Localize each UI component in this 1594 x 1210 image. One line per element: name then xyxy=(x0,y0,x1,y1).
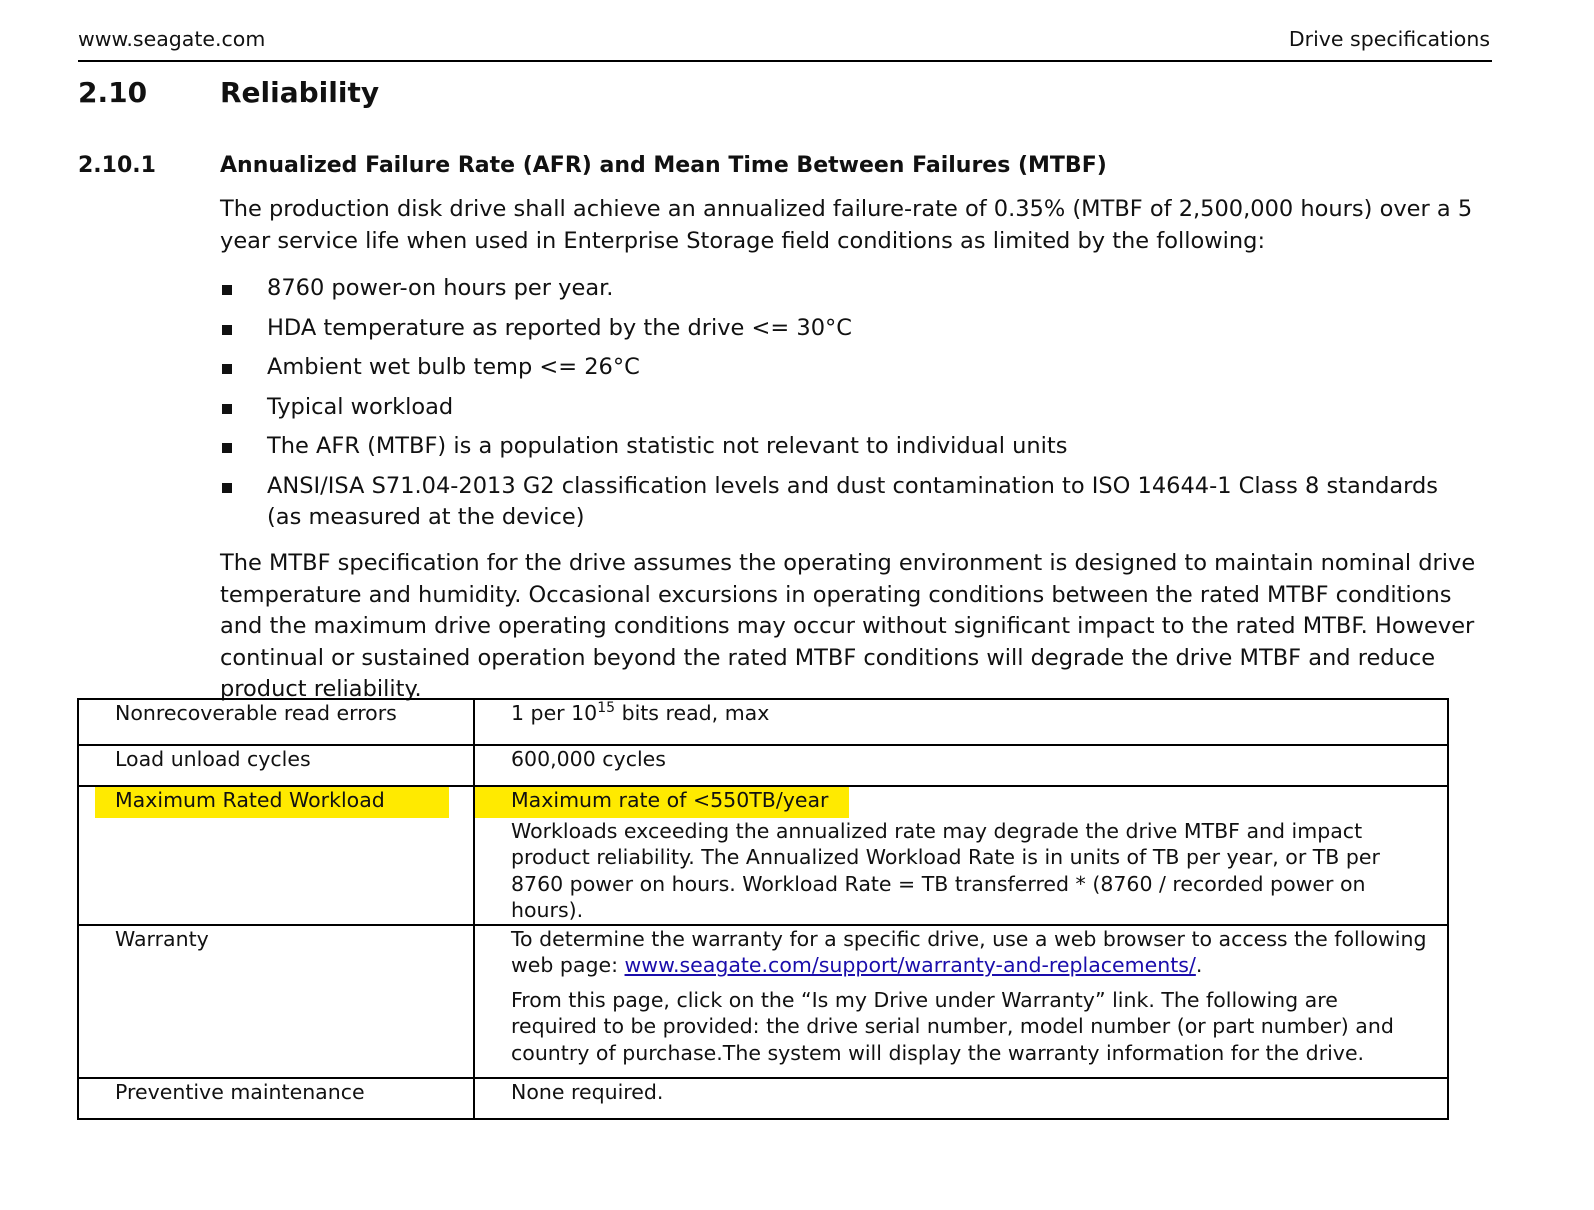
table-row xyxy=(78,699,1448,745)
square-bullet-icon xyxy=(222,364,232,374)
warranty-text: To determine the warranty for a specific drive, use a web browser to access the following web page: xyxy=(511,926,1427,977)
table-row xyxy=(78,925,1448,1078)
row-label: Load unload cycles xyxy=(78,745,474,786)
list-item-text: Ambient wet bulb temp <= 26°C xyxy=(267,354,640,380)
section-title: Reliability xyxy=(220,76,380,109)
list-item xyxy=(220,313,1460,345)
square-bullet-icon xyxy=(222,443,232,453)
header-divider xyxy=(78,60,1492,62)
row-value: None required. xyxy=(474,1078,1448,1119)
row-label: Preventive maintenance xyxy=(78,1078,474,1119)
list-item-text: ANSI/ISA S71.04-2013 G2 classification levels and dust contamination to ISO 14644-1 Class 8 standards (as measured at the device) xyxy=(267,472,1439,530)
warranty-text-end: . xyxy=(1195,953,1203,977)
header-section-name: Drive specifications xyxy=(1288,27,1490,51)
list-item xyxy=(220,471,1460,534)
subsection-number: 2.10.1 xyxy=(78,153,156,178)
square-bullet-icon xyxy=(222,404,232,414)
table-row xyxy=(78,1078,1448,1119)
row-label: Nonrecoverable read errors xyxy=(78,699,474,745)
list-item xyxy=(220,431,1460,463)
section-number: 2.10 xyxy=(78,76,148,109)
list-item-text: Typical workload xyxy=(267,393,454,420)
warranty-link[interactable]: www.seagate.com/support/warranty-and-replacements/ xyxy=(624,953,1196,977)
row-value xyxy=(474,699,1448,745)
row-value xyxy=(474,925,1448,1078)
header-site-url: www.seagate.com xyxy=(78,27,266,51)
list-item xyxy=(220,273,1460,305)
nre-value-prefix: 1 per 10 xyxy=(511,701,598,725)
workload-note: Workloads exceeding the annualized rate may degrade the drive MTBF and impact product reliability. The Annualized Workload Rate is in units of TB per year, or TB per 8760 power on hours. Workload Rate = TB transferred * (8760 / recorded power on hours). xyxy=(511,818,1380,922)
row-label: Warranty xyxy=(78,925,474,1078)
nre-value-suffix: bits read, max xyxy=(615,701,770,725)
intro-paragraph: The production disk drive shall achieve an annualized failure-rate of 0.35% (MTBF of 2,500,000 hours) over a 5 year service life when used in Enterprise Storage field conditions as limited by the following: xyxy=(220,196,1473,254)
square-bullet-icon xyxy=(222,285,232,295)
list-item xyxy=(220,392,1460,424)
warranty-paragraph-2: From this page, click on the “Is my Drive under Warranty” link. The following are required to be provided: the drive serial number, model number (or part number) and country of purchase.The system will display the warranty information for the drive. xyxy=(511,987,1394,1065)
conditions-list xyxy=(220,273,1460,542)
row-label xyxy=(78,786,474,925)
reliability-spec-table xyxy=(77,698,1449,1120)
list-item-text: 8760 power-on hours per year. xyxy=(267,275,614,301)
highlighted-label: Maximum Rated Workload xyxy=(95,787,449,818)
table-row xyxy=(78,745,1448,786)
mtbf-closing-paragraph: The MTBF specification for the drive assumes the operating environment is designed to maintain nominal drive temperature and humidity. Occasional excursions in operating conditions between the rated MTBF conditions and the maximum drive operating conditions may occur without significant impact to the rated MTBF. However continual or sustained operation beyond the rated MTBF conditions will degrade the drive MTBF and reduce product reliability. xyxy=(220,550,1476,702)
list-item xyxy=(220,352,1460,384)
subsection-title: Annualized Failure Rate (AFR) and Mean Time Between Failures (MTBF) xyxy=(220,153,1107,178)
table-row xyxy=(78,786,1448,925)
row-value: 600,000 cycles xyxy=(474,745,1448,786)
nre-exponent: 15 xyxy=(597,700,616,717)
square-bullet-icon xyxy=(222,325,232,335)
warranty-paragraph-1 xyxy=(511,926,1427,979)
list-item-text: The AFR (MTBF) is a population statistic not relevant to individual units xyxy=(267,433,1068,459)
list-item-text: HDA temperature as reported by the drive <= 30°C xyxy=(267,314,852,341)
row-value xyxy=(474,786,1448,925)
square-bullet-icon xyxy=(222,483,232,493)
highlighted-value: Maximum rate of <550TB/year xyxy=(475,787,849,818)
